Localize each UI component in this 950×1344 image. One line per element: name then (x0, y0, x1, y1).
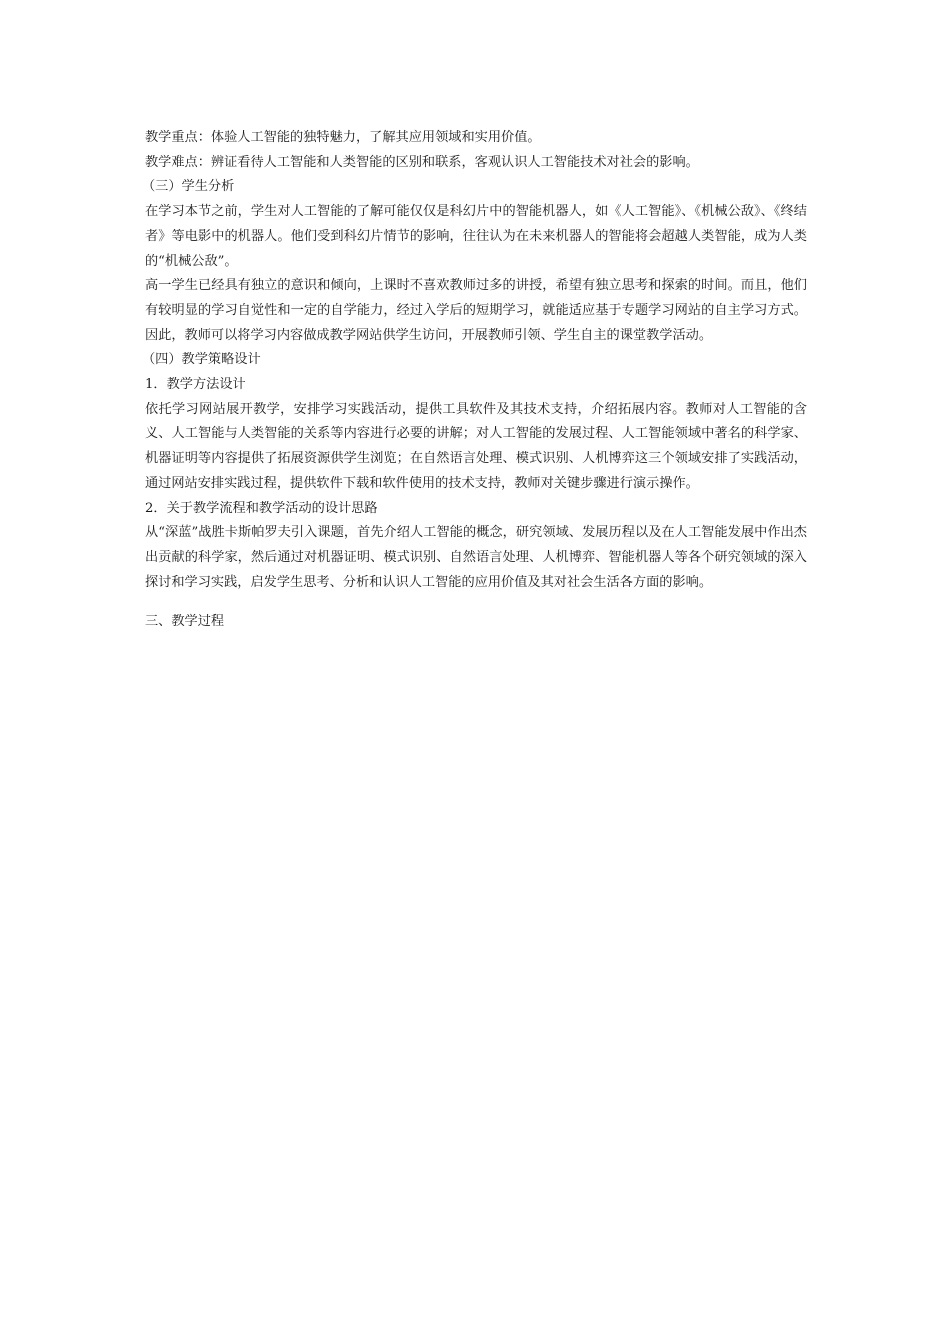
student-analysis-paragraph-1: 在学习本节之前，学生对人工智能的了解可能仅仅是科幻片中的智能机器人，如《人工智能》、《机械公敌》、《终结者》等电影中的机器人。他们受到科幻片情节的影响，往往认为在未来机器人的智能将会超越人类智能，成为人类的“机械公敌”。 (145, 204, 807, 269)
method-design-paragraph: 依托学习网站展开教学，安排学习实践活动，提供工具软件及其技术支持，介绍拓展内容。教师对人工智能的含义、人工智能与人类智能的关系等内容进行必要的讲解；对人工智能的发展过程、人工智能领域中著名的科学家、机器证明等内容提供了拓展资源供学生浏览；在自然语言处理、模式识别、人机博弈这三个领域安排了实践活动，通过网站安排实践过程，提供软件下载和软件使用的技术支持，教师对关键步骤进行演示操作。 (145, 401, 807, 491)
subheading-method-design: 1．教学方法设计 (145, 377, 246, 393)
section-heading-student-analysis: （三）学生分析 (142, 179, 235, 195)
section-heading-strategy-design: （四）教学策略设计 (142, 352, 261, 368)
subheading-flow-design: 2．关于教学流程和教学活动的设计思路 (145, 500, 378, 516)
paragraph-gap (145, 595, 807, 610)
student-analysis-paragraph-2: 高一学生已经具有独立的意识和倾向，上课时不喜欢教师过多的讲授，希望有独立思考和探索的时间。而且，他们有较明显的学习自觉性和一定的自学能力，经过入学后的短期学习，就能适应基于专题学习网站的自主学习方式。因此，教师可以将学习内容做成教学网站供学生访问，开展教师引领、学生自主的课堂教学活动。 (145, 278, 807, 343)
document-page (142, 126, 807, 635)
teaching-difficulty: 教学难点：辨证看待人工智能和人类智能的区别和联系，客观认识人工智能技术对社会的影响。 (145, 154, 699, 170)
teaching-key-point: 教学重点：体验人工智能的独特魅力，了解其应用领域和实用价值。 (145, 130, 541, 145)
section-heading-teaching-process: 三、教学过程 (145, 614, 225, 630)
flow-design-paragraph: 从“深蓝”战胜卡斯帕罗夫引入课题，首先介绍人工智能的概念，研究领域、发展历程以及在人工智能发展中作出杰出贡献的科学家，然后通过对机器证明、模式识别、自然语言处理、人机博弈、智能机器人等各个研究领域的深入探讨和学习实践，启发学生思考、分析和认识人工智能的应用价值及其对社会生活各方面的影响。 (145, 525, 807, 590)
